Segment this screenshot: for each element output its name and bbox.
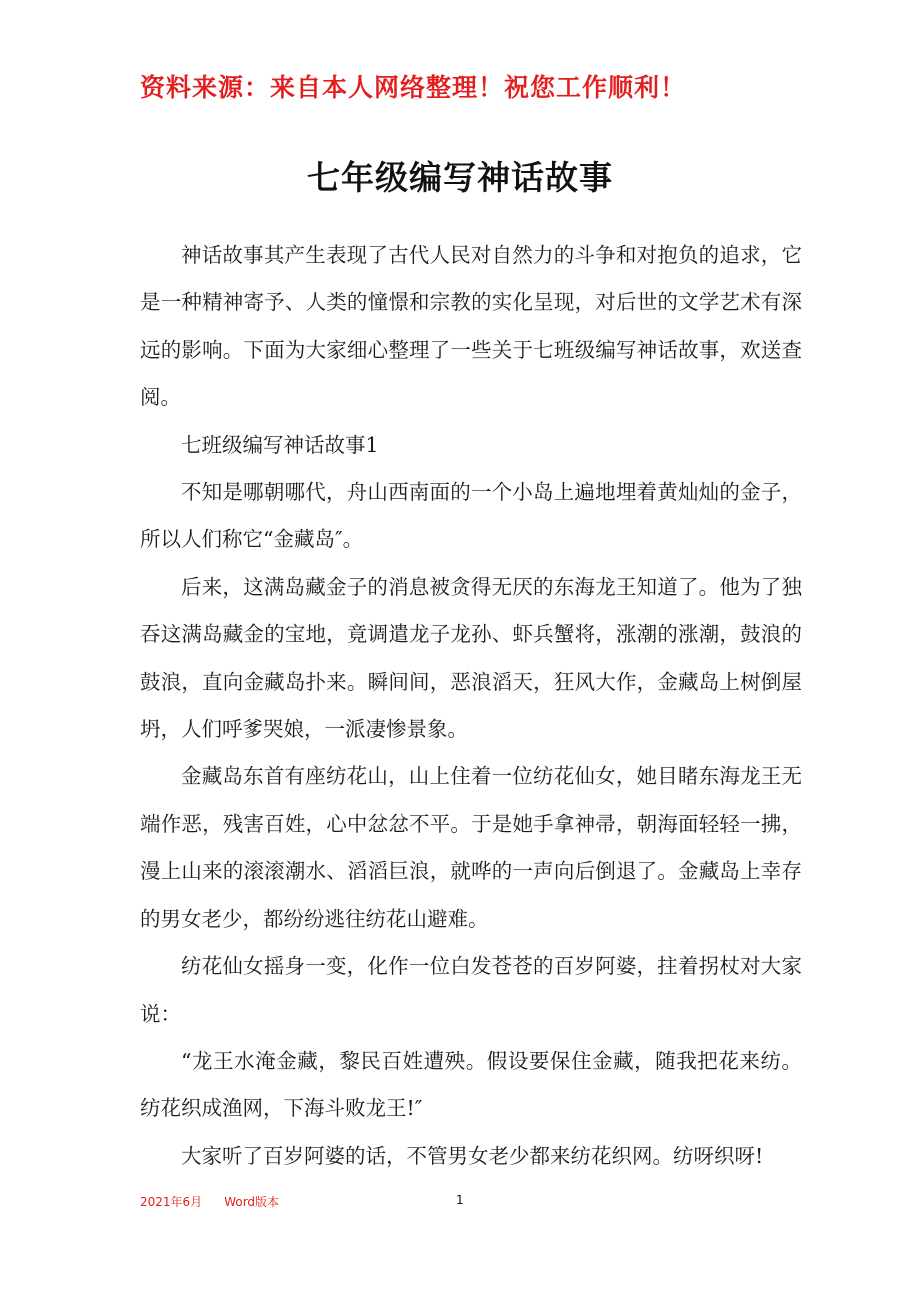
paragraph-intro: 神话故事其产生表现了古代人民对自然力的斗争和对抱负的追求，它是一种精神寄予、人类的憧憬和宗教的实化呈现，对后世的文学艺术有深远的影响。下面为大家细心整理了一些关于七班级编写神话故事，欢送查阅。 <box>140 243 802 410</box>
source-banner: 资料来源：来自本人网络整理！祝您工作顺利！ <box>140 73 687 102</box>
paragraph: 金藏岛东首有座纺花山，山上住着一位纺花仙女，她目睹东海龙王无端作恶，残害百姓，心中忿忿不平。于是她手拿神帚，朝海面轻轻一拂，漫上山来的滚滚潮水、滔滔巨浪，就哗的一声向后倒退了。金藏岛上幸存的男女老少，都纷纷逃往纺花山避难。 <box>140 764 802 931</box>
footer-version: Word版本 <box>224 1195 280 1209</box>
footer-date: 2021年6月 <box>140 1195 203 1209</box>
document-body <box>140 232 802 1180</box>
page-footer <box>140 1193 279 1210</box>
paragraph: 纺花仙女摇身一变，化作一位白发苍苍的百岁阿婆，拄着拐杖对大家说： <box>140 954 802 1026</box>
document-title: 七年级编写神话故事 <box>307 158 613 197</box>
section-heading: 七班级编写神话故事1 <box>181 432 379 457</box>
paragraph: 后来，这满岛藏金子的消息被贪得无厌的东海龙王知道了。他为了独吞这满岛藏金的宝地，竟调遣龙子龙孙、虾兵蟹将，涨潮的涨潮，鼓浪的鼓浪，直向金藏岛扑来。瞬间间，恶浪滔天，狂风大作，金藏岛上树倒屋坍，人们呼爹哭娘，一派凄惨景象。 <box>140 574 802 742</box>
paragraph: 大家听了百岁阿婆的话，不管男女老少都来纺花织网。纺呀织呀! <box>181 1143 764 1168</box>
paragraph: 不知是哪朝哪代，舟山西南面的一个小岛上遍地埋着黄灿灿的金子，所以人们称它“金藏岛″。 <box>140 480 802 552</box>
page-number: 1 <box>456 1193 464 1207</box>
paragraph-quote: “龙王水淹金藏，黎民百姓遭殃。假设要保住金藏，随我把花来纺。纺花织成渔网，下海斗败龙王!″ <box>140 1048 802 1121</box>
